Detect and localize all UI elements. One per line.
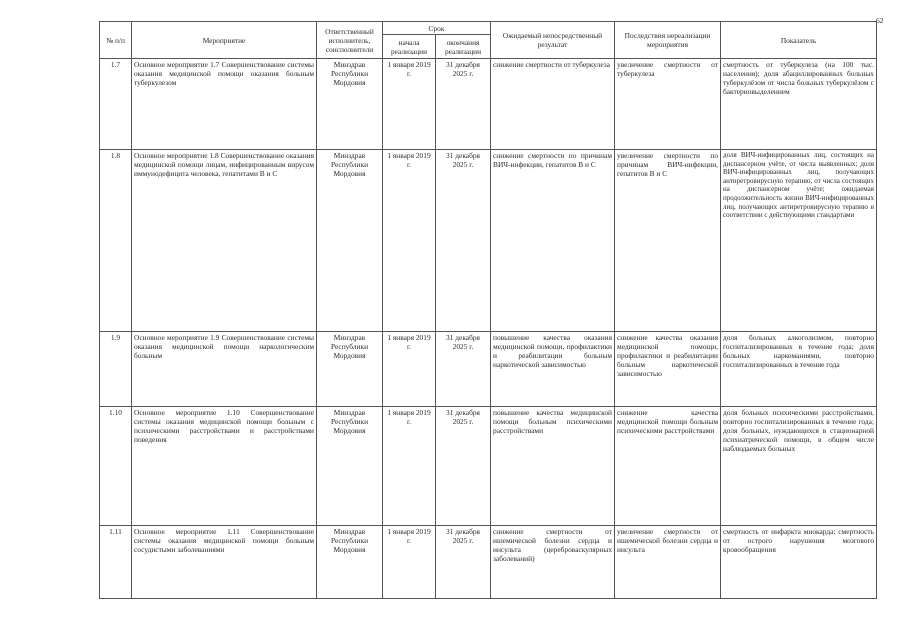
row-start: 1 января 2019 г.: [383, 407, 436, 526]
row-executor: Минздрав Республики Мордовия: [317, 332, 383, 407]
row-number: 1.11: [100, 526, 132, 599]
row-consequences: снижение качества медицинской помощи больным психическими расстройствами: [615, 407, 721, 526]
row-end: 31 декабря 2025 г.: [436, 332, 491, 407]
row-indicator: доля больных алкоголизмом, повторно госпитализированных в течение года; доля больных наркоманиями, повторно госпитализированных в течение года: [721, 332, 877, 407]
header-measure: Мероприятие: [132, 22, 317, 59]
row-end: 31 декабря 2025 г.: [436, 407, 491, 526]
row-end: 31 декабря 2025 г.: [436, 150, 491, 332]
row-number: 1.9: [100, 332, 132, 407]
row-measure: Основное мероприятие 1.8 Совершенствование оказания медицинской помощи лицам, инфицированным вирусом иммунодефицита человека, гепатитами В и С: [132, 150, 317, 332]
header-end: окончания реализации: [436, 35, 491, 59]
page-number: 62: [876, 16, 884, 25]
header-term: Срок: [383, 22, 491, 35]
table-row: [100, 332, 877, 407]
row-measure: Основное мероприятие 1.7 Совершенствование системы оказания медицинской помощи оказания больным туберкулезом: [132, 59, 317, 150]
row-number: 1.8: [100, 150, 132, 332]
row-start: 1 января 2019 г.: [383, 150, 436, 332]
row-consequences: увеличение смертности по причинам ВИЧ-инфекции, гепатитов В и С: [615, 150, 721, 332]
header-consequences: Последствия нереализации мероприятия: [615, 22, 721, 59]
row-indicator: смертность от инфаркта миокарда; смертность от острого нарушения мозгового кровообращения: [721, 526, 877, 599]
header-direct-result: Ожидаемый непосредственный результат: [491, 22, 615, 59]
row-direct-result: снижение смертности по причинам ВИЧ-инфекции, гепатитов В и С: [491, 150, 615, 332]
row-consequences: увеличение смертности от ишемической болезни сердца и инсульта: [615, 526, 721, 599]
table-row: [100, 150, 877, 332]
table-header: [100, 22, 877, 59]
table-row: [100, 59, 877, 150]
row-executor: Минздрав Республики Мордовия: [317, 150, 383, 332]
row-measure: Основное мероприятие 1.9 Совершенствование системы оказания медицинской помощи наркологическим больным: [132, 332, 317, 407]
row-end: 31 декабря 2025 г.: [436, 59, 491, 150]
row-direct-result: повышение качества медицинской помощи больным психическими расстройствами: [491, 407, 615, 526]
row-number: 1.7: [100, 59, 132, 150]
row-indicator: смертность от туберкулеза (на 100 тыс. населения); доля абациллированных больных туберкулёзом от числа больных туберкулёзом с бактериовыделением: [721, 59, 877, 150]
row-start: 1 января 2019 г.: [383, 59, 436, 150]
header-start: начала реализации: [383, 35, 436, 59]
row-executor: Минздрав Республики Мордовия: [317, 59, 383, 150]
header-executor: Ответственный исполнитель, соисполнители: [317, 22, 383, 59]
row-executor: Минздрав Республики Мордовия: [317, 526, 383, 599]
table-row: [100, 407, 877, 526]
row-direct-result: повышение качества оказания медицинской помощи, профилактики и реабилитации больным наркотической зависимостью: [491, 332, 615, 407]
row-indicator: доля ВИЧ-инфицированных лиц, состоящих на диспансерном учёте, от числа выявленных; доля ВИЧ-инфицированных лиц, получающих антиретровирусную терапию, от числа состоящих на диспансерном учёте; ожидаемая продолжительность жизни ВИЧ-инфицированных лиц, получающих антиретровирусную терапию в соответствии с действующими стандартами: [721, 150, 877, 332]
measures-table: [99, 21, 877, 599]
row-number: 1.10: [100, 407, 132, 526]
row-start: 1 января 2019 г.: [383, 526, 436, 599]
row-start: 1 января 2019 г.: [383, 332, 436, 407]
row-measure: Основное мероприятие 1.11 Совершенствование системы оказания медицинской помощи больным сосудистыми заболеваниями: [132, 526, 317, 599]
row-consequences: увеличение смертности от туберкулеза: [615, 59, 721, 150]
row-measure: Основное мероприятие 1.10 Совершенствование системы оказания медицинской помощи больным с психическими расстройствами и расстройствами поведения: [132, 407, 317, 526]
row-consequences: снижение качества оказания медицинской помощи, профилактики и реабилитации больным наркотической зависимостью: [615, 332, 721, 407]
row-direct-result: снижение смертности от туберкулеза: [491, 59, 615, 150]
row-indicator: доля больных психическими расстройствами, повторно госпитализированных в течение года; доля больных, нуждающихся в стационарной психиатрической помощи, в общем числе наблюдаемых больных: [721, 407, 877, 526]
header-number: № п/п: [100, 22, 132, 59]
row-direct-result: снижение смертности от ишемической болезни сердца и инсульта (цереброваскулярных заболеваний): [491, 526, 615, 599]
row-executor: Минздрав Республики Мордовия: [317, 407, 383, 526]
header-indicator: Показатель: [721, 22, 877, 59]
row-end: 31 декабря 2025 г.: [436, 526, 491, 599]
table-row: [100, 526, 877, 599]
